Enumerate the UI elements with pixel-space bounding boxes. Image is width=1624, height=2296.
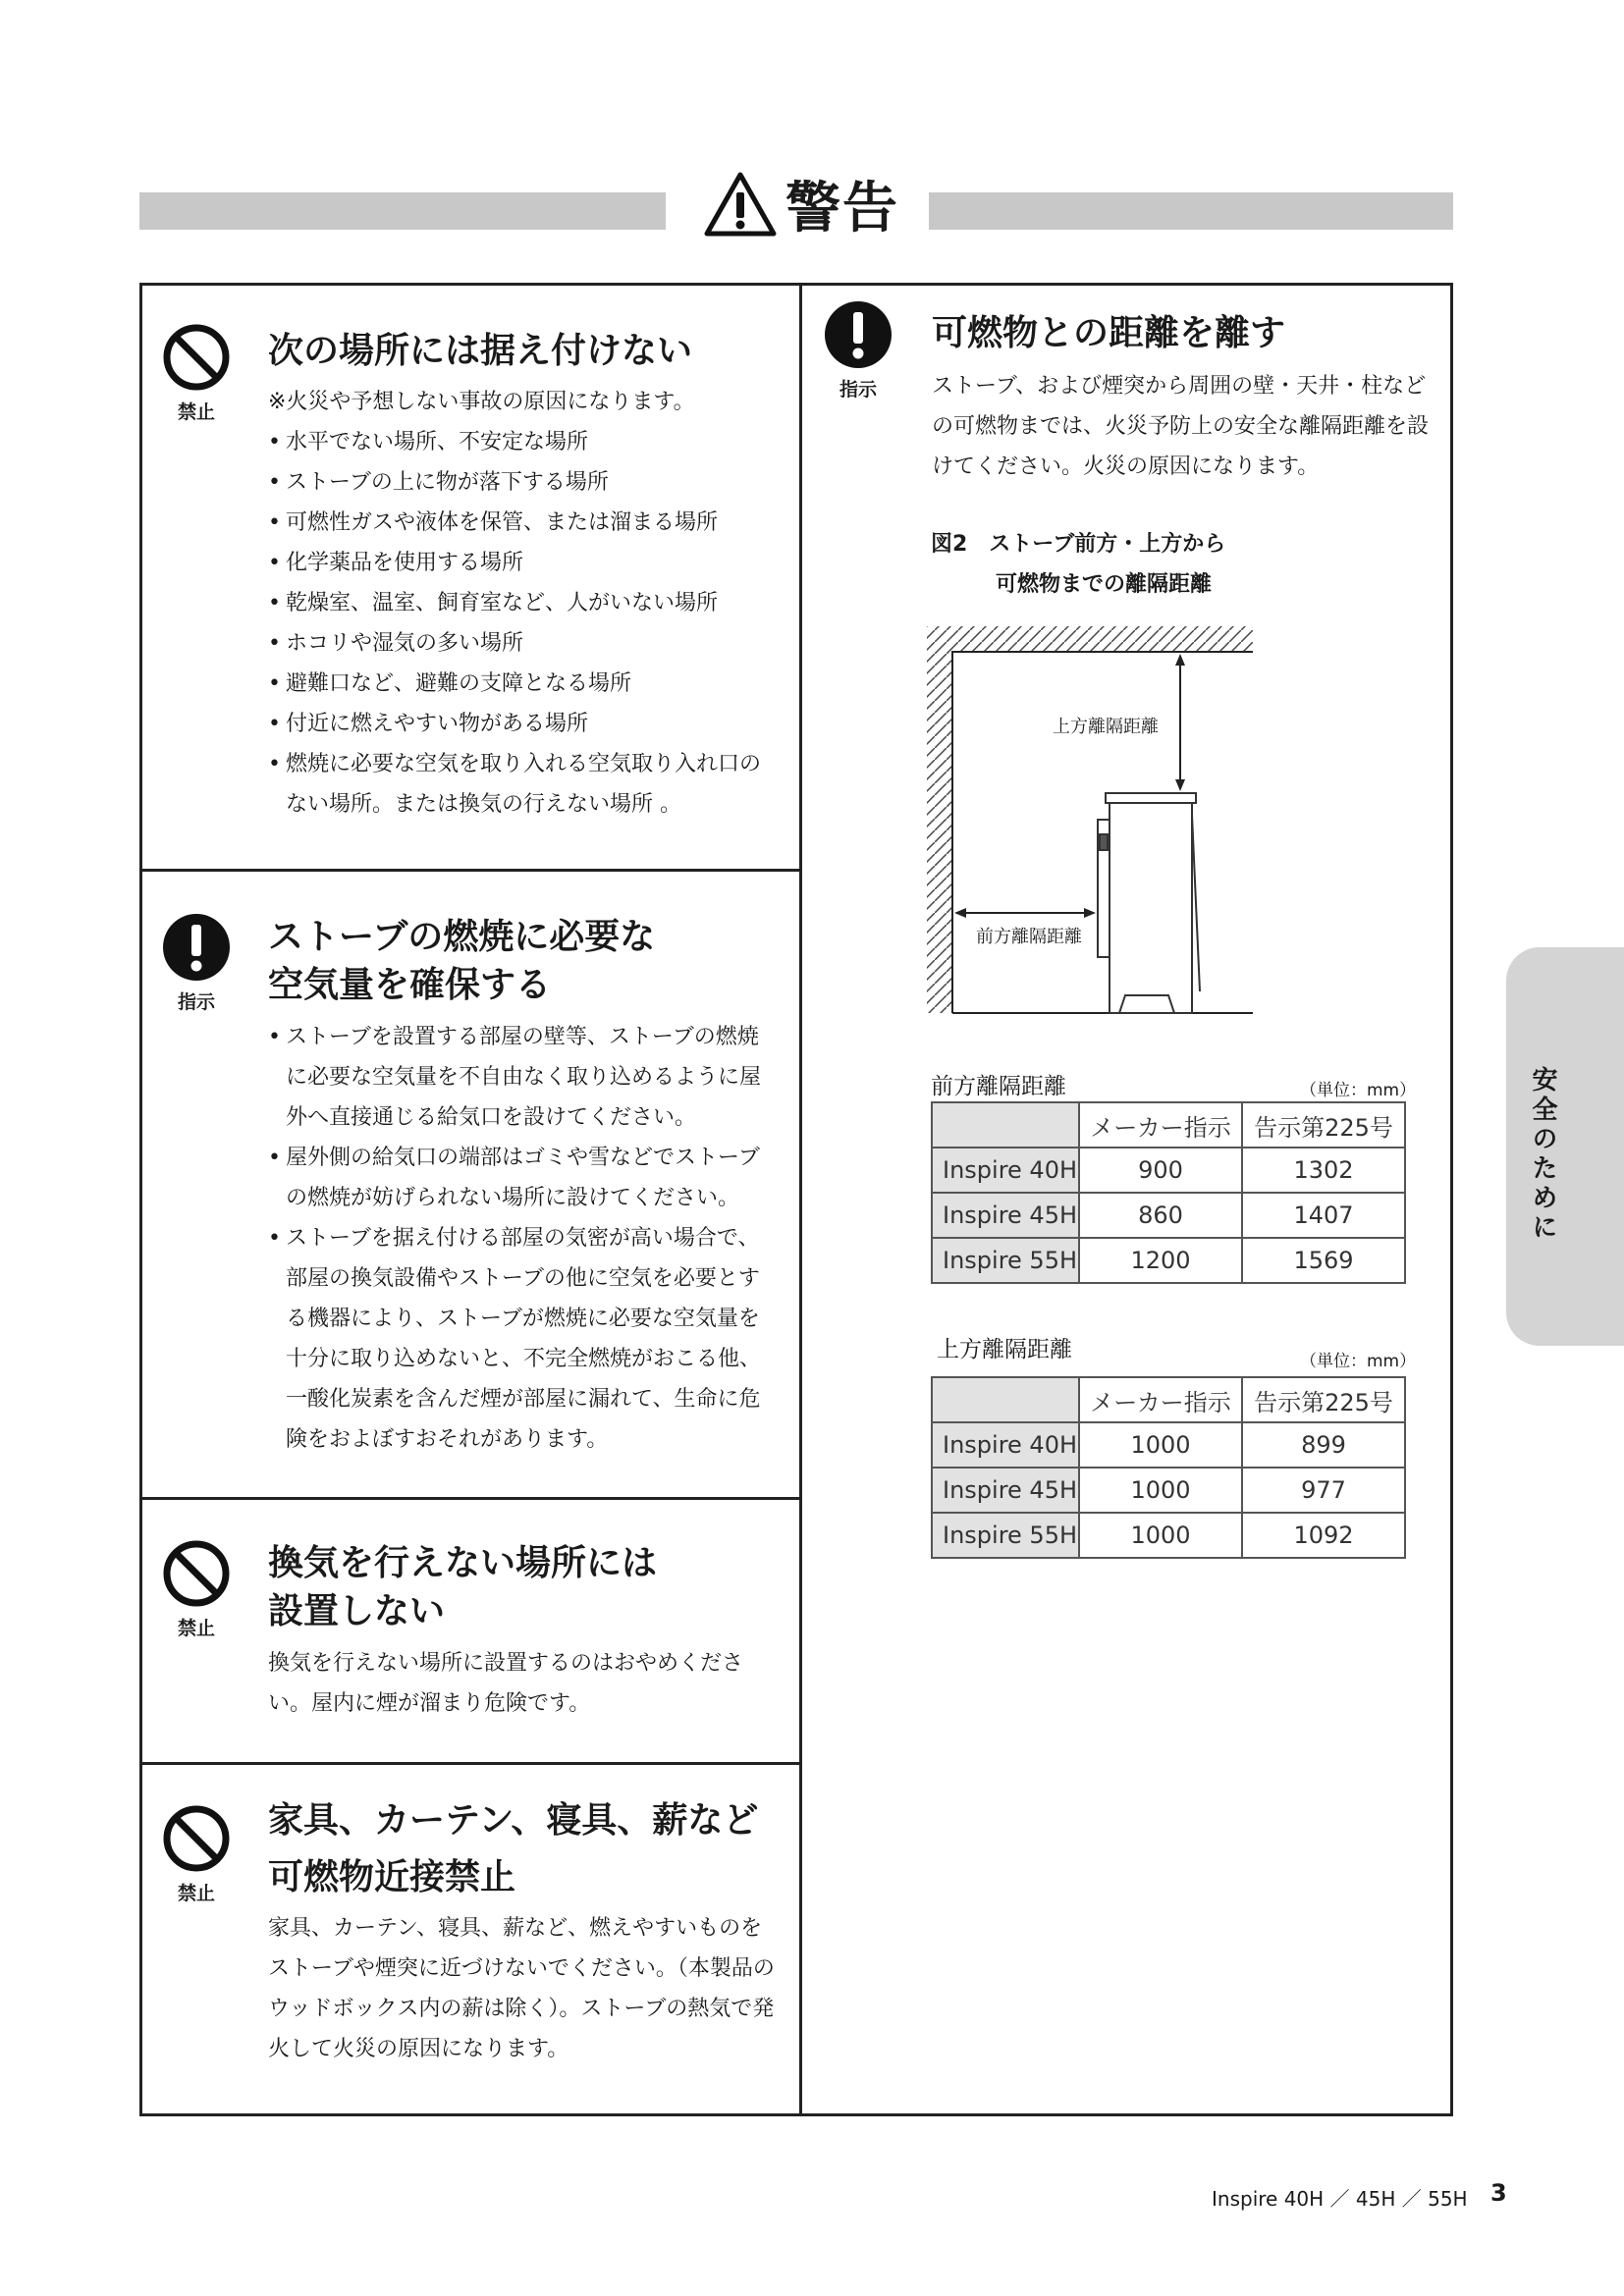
instruct-badge xyxy=(822,300,894,401)
table-cell: 899 xyxy=(1242,1422,1405,1468)
warning-header xyxy=(703,165,899,243)
icon-label: 指示 xyxy=(177,991,215,1013)
section-air xyxy=(142,872,799,1497)
section-title xyxy=(268,1792,758,1906)
table-cell: 1000 xyxy=(1079,1422,1242,1468)
prohibition-icon xyxy=(162,1539,231,1608)
icon-label: 禁止 xyxy=(177,1618,215,1639)
exclamation-icon xyxy=(824,300,893,369)
table-header-cell xyxy=(932,1102,1079,1148)
wall-hatch xyxy=(927,652,952,1013)
arrow-head xyxy=(954,908,966,918)
list-item: • 避難口など、避難の支障となる場所 xyxy=(268,664,779,704)
table-header-row xyxy=(932,1102,1405,1148)
table-header-cell: 告示第225号 xyxy=(1242,1102,1405,1148)
warning-triangle-icon xyxy=(703,171,778,238)
section-body xyxy=(268,1643,779,1724)
section-furniture xyxy=(142,1765,799,2116)
prohibition-icon xyxy=(162,323,231,392)
table-name: 前方離隔距離 xyxy=(931,1074,1066,1099)
table-cell: Inspire 45H xyxy=(932,1468,1079,1513)
list-item: • ストーブを据え付ける部屋の気密が高い場合で、部屋の換気設備やストーブの他に空気を必要とする機器により、ストーブが燃焼に必要な空気量を十分に取り込めないと、不完全燃焼がおこる他、一酸化炭素を含んだ煙が部屋に漏れて、生命に危険をおよぼすおそれがあります。 xyxy=(268,1218,779,1460)
instruct-badge xyxy=(160,913,233,1014)
section-title-line: 設置しない xyxy=(268,1591,446,1631)
prohibit-badge xyxy=(160,1804,233,1905)
arrow-head xyxy=(1084,908,1096,918)
section-text: 家具、カーテン、寝具、薪など、燃えやすいものをストーブや煙突に近づけないでください。（本製品のウッドボックス内の薪は除く）。ストーブの熱気で発火して火災の原因になります。 xyxy=(268,1916,775,2061)
section-title-line: 換気を行えない場所には xyxy=(268,1543,658,1583)
section-title-line: 空気量を確保する xyxy=(268,965,552,1005)
table-cell: 860 xyxy=(1079,1193,1242,1238)
table-row xyxy=(932,1238,1405,1283)
list-item: • 付近に燃えやすい物がある場所 xyxy=(268,704,779,744)
section-body xyxy=(268,1908,779,2069)
arrow-head xyxy=(1175,654,1185,666)
table-cell: Inspire 55H xyxy=(932,1513,1079,1558)
section-title-line: ストーブの燃焼に必要な xyxy=(268,917,656,957)
front-clearance-table xyxy=(931,1101,1406,1284)
section-body xyxy=(268,382,779,825)
ceiling-hatch xyxy=(927,626,1253,652)
table-cell: 1407 xyxy=(1242,1193,1405,1238)
clearance-diagram xyxy=(923,618,1257,1021)
section-ventilation xyxy=(142,1500,799,1762)
section-title: 可燃物との距離を離す xyxy=(932,313,1286,353)
list-item: • 化学薬品を使用する場所 xyxy=(268,543,779,583)
table-unit: （単位：mm） xyxy=(1300,1081,1417,1100)
list-item: • 屋外側の給気口の端部はゴミや雪などでストーブの燃焼が妨げられない場所に設けてください。 xyxy=(268,1138,779,1218)
table-header-cell: メーカー指示 xyxy=(1079,1102,1242,1148)
page-title: 警告 xyxy=(785,177,899,240)
side-tab-label: 安全のために xyxy=(1528,1066,1557,1243)
table-cell: 1569 xyxy=(1242,1238,1405,1283)
table-header-cell: メーカー指示 xyxy=(1079,1377,1242,1422)
table-header-cell: 告示第225号 xyxy=(1242,1377,1405,1422)
top-clearance-label: 上方離隔距離 xyxy=(1053,717,1159,737)
section-side-tab[interactable] xyxy=(1506,947,1624,1346)
list-item: • ストーブの上に物が落下する場所 xyxy=(268,462,779,503)
table-cell: 1200 xyxy=(1079,1238,1242,1283)
list-item: • 可燃性ガスや液体を保管、または溜まる場所 xyxy=(268,503,779,543)
list-item: • 乾燥室、温室、飼育室など、人がいない場所 xyxy=(268,583,779,623)
section-location xyxy=(142,286,799,869)
figure-caption-line: 可燃物までの離隔距離 xyxy=(996,572,1213,597)
section-title xyxy=(268,913,655,1009)
section-title xyxy=(268,1539,657,1635)
section-text: 換気を行えない場所に設置するのはおやめください。屋内に煙が溜まり危険です。 xyxy=(268,1651,744,1716)
header-bar-right xyxy=(929,192,1453,230)
front-clearance-label: 前方離隔距離 xyxy=(976,927,1082,947)
prohibition-icon xyxy=(162,1804,231,1873)
section-title-line: 可燃物近接禁止 xyxy=(268,1857,516,1897)
table-cell: Inspire 55H xyxy=(932,1238,1079,1283)
section-text: ストーブ、および煙突から周囲の壁・天井・柱などの可燃物までは、火災予防上の安全な離隔距離を設けてください。火災の原因になります。 xyxy=(932,374,1430,479)
figure-caption-line: 図2 ストーブ前方・上方から xyxy=(931,532,1226,557)
table-cell: Inspire 40H xyxy=(932,1148,1079,1193)
list-item: • ホコリや湿気の多い場所 xyxy=(268,623,779,664)
section-body xyxy=(932,366,1442,487)
bullet-list xyxy=(268,1017,779,1460)
icon-label: 指示 xyxy=(839,379,877,400)
table-row xyxy=(932,1422,1405,1468)
table-row xyxy=(932,1513,1405,1558)
table-unit: （単位：mm） xyxy=(1300,1352,1417,1371)
top-clearance-table xyxy=(931,1376,1406,1559)
table-cell: 977 xyxy=(1242,1468,1405,1513)
table-header-cell xyxy=(932,1377,1079,1422)
bullet-list xyxy=(268,422,779,825)
table-cell: 1302 xyxy=(1242,1148,1405,1193)
footer-model-name: Inspire 40H ／ 45H ／ 55H xyxy=(1212,2187,1468,2211)
table-row xyxy=(932,1148,1405,1193)
prohibit-badge xyxy=(160,323,233,424)
wall-ceiling-line xyxy=(952,652,1253,1013)
page-number: 3 xyxy=(1490,2179,1507,2207)
section-title: 次の場所には据え付けない xyxy=(268,331,693,371)
exclamation-icon xyxy=(162,913,231,982)
table-header-row xyxy=(932,1377,1405,1422)
list-item: • 水平でない場所、不安定な場所 xyxy=(268,422,779,462)
arrow-head xyxy=(1175,779,1185,791)
table-cell: 900 xyxy=(1079,1148,1242,1193)
table-cell: 1000 xyxy=(1079,1468,1242,1513)
table-row xyxy=(932,1468,1405,1513)
list-item: • 燃焼に必要な空気を取り入れる空気取り入れ口のない場所。または換気の行えない場所 。 xyxy=(268,744,779,825)
table-row xyxy=(932,1193,1405,1238)
section-note: ※火災や予想しない事故の原因になります。 xyxy=(268,390,695,414)
stove-outline xyxy=(1098,793,1200,1013)
table-cell: Inspire 45H xyxy=(932,1193,1079,1238)
list-item: • ストーブを設置する部屋の壁等、ストーブの燃焼に必要な空気量を不自由なく取り込めるように屋外へ直接通じる給気口を設けてください。 xyxy=(268,1017,779,1138)
table-cell: 1092 xyxy=(1242,1513,1405,1558)
icon-label: 禁止 xyxy=(177,401,215,423)
icon-label: 禁止 xyxy=(177,1883,215,1904)
table-cell: Inspire 40H xyxy=(932,1422,1079,1468)
figure-caption xyxy=(931,524,1225,605)
prohibit-badge xyxy=(160,1539,233,1640)
header-bar-left xyxy=(139,192,666,230)
table-name: 上方離隔距離 xyxy=(937,1337,1072,1362)
section-title-line: 家具、カーテン、寝具、薪など xyxy=(268,1800,759,1841)
section-body xyxy=(268,1017,779,1460)
table-cell: 1000 xyxy=(1079,1513,1242,1558)
